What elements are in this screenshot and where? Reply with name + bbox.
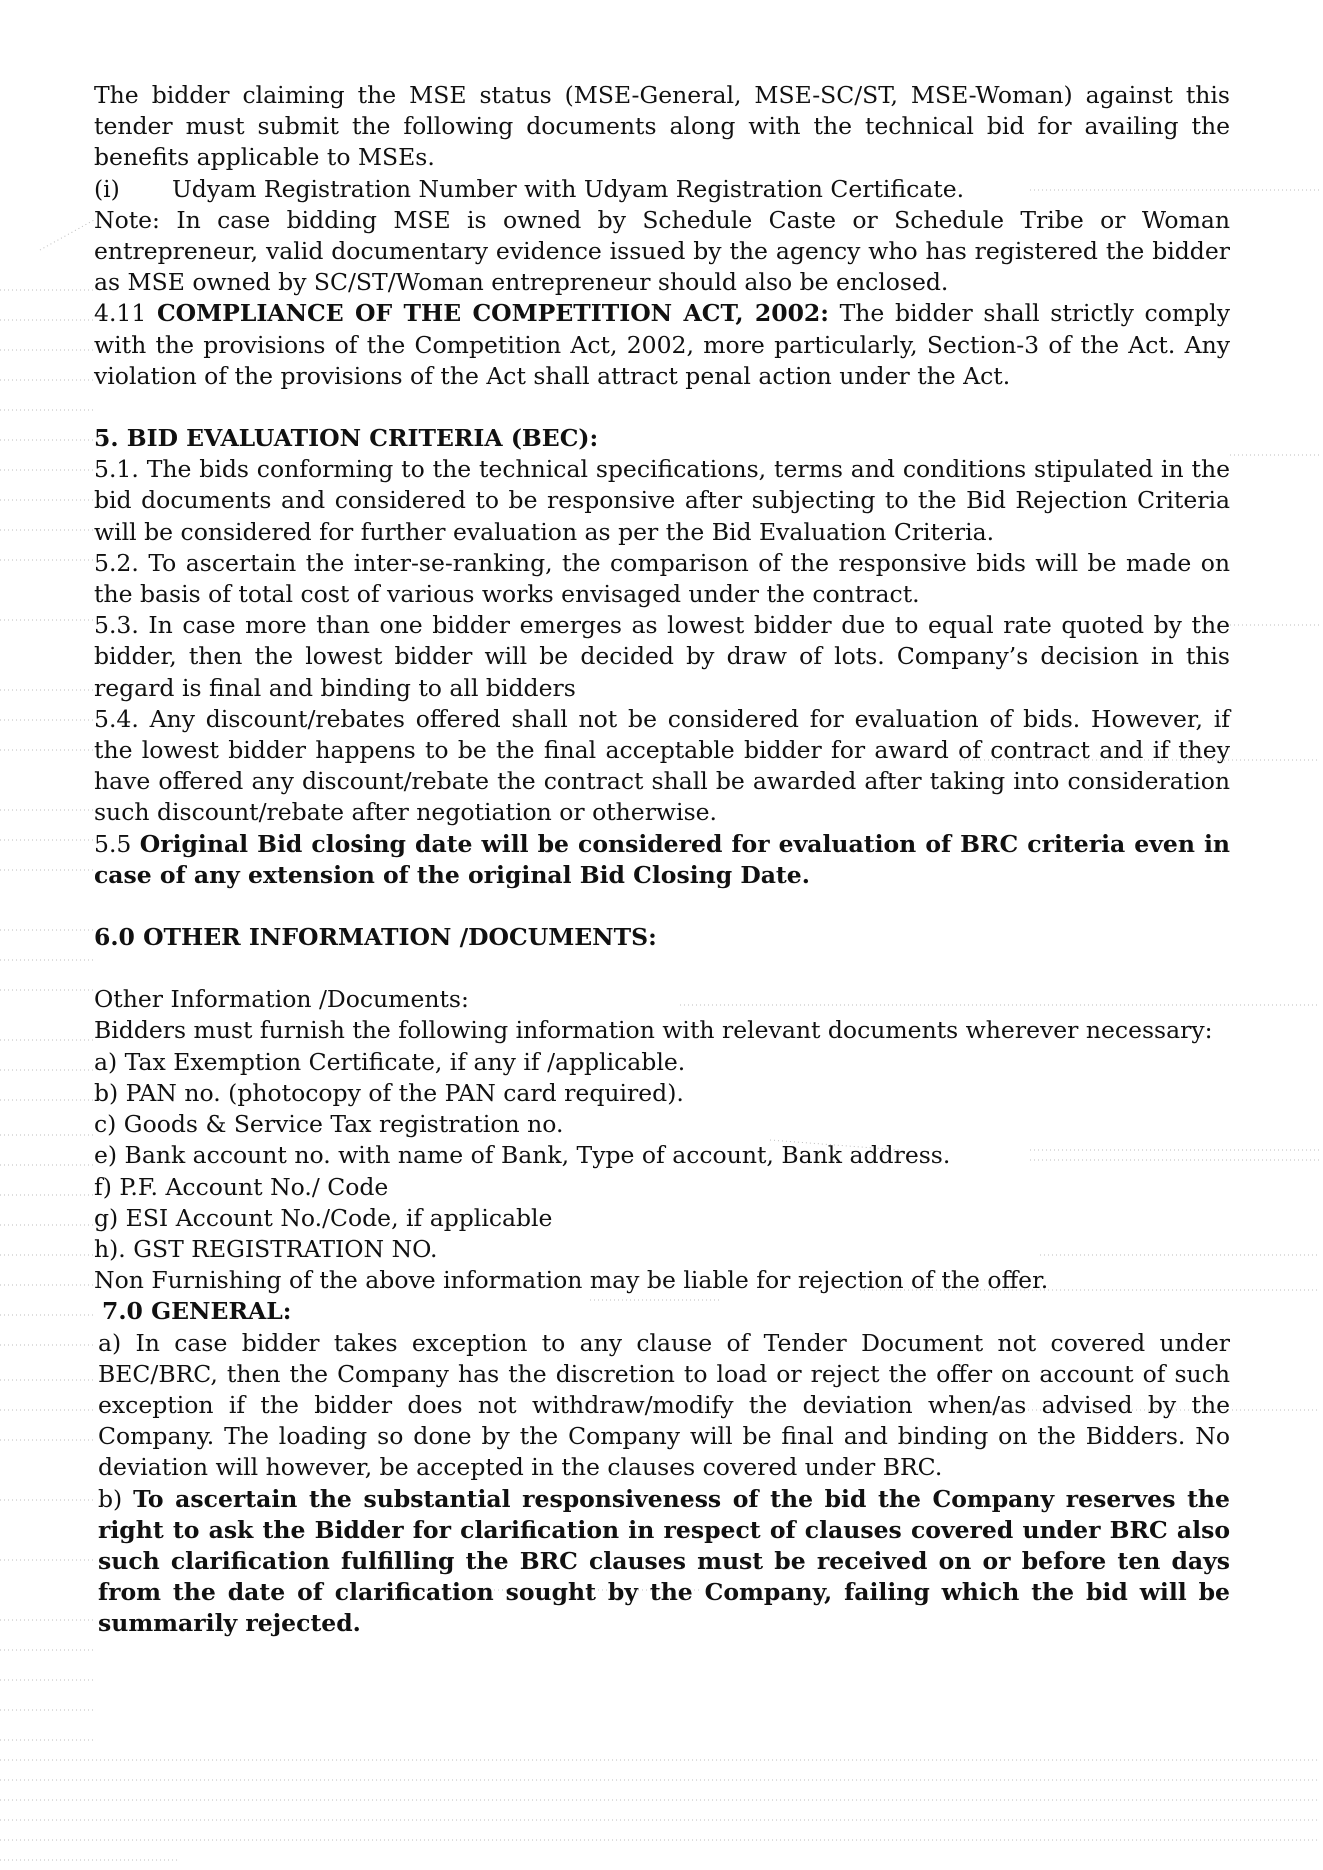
mse-note: Note: In case bidding MSE is owned by Schedule Caste or Schedule Tribe or Woman entrepreneur, valid documentary evidence issued by the agency who has registered the bidder as MSE owned by SC/ST/Woman entrepreneur should also be enclosed. xyxy=(94,205,1230,297)
clause-7-b xyxy=(94,1484,1230,1640)
list-item: f) P.F. Account No./ Code xyxy=(94,1172,389,1201)
clause-5-3: 5.3. In case more than one bidder emerges as lowest bidder due to equal rate quoted by the bidder, then the lowest bidder will be decided by draw of lots. Company’s decision in this regard is final and binding to all bidders xyxy=(94,611,1230,702)
list-item: g) ESI Account No./Code, if applicable xyxy=(94,1203,553,1232)
section-title: COMPLIANCE OF THE COMPETITION ACT, 2002: xyxy=(156,299,829,328)
clause-text: Original Bid closing date will be considered for evaluation of BRC criteria even in case of any extension of the original Bid Closing Date. xyxy=(94,829,1230,889)
section-4-11 xyxy=(94,298,1230,392)
intro-paragraph: The bidder claiming the MSE status (MSE-General, MSE-SC/ST, MSE-Woman) against this tender must submit the following documents along with the technical bid for availing the benefits applicable to MSEs. xyxy=(94,81,1230,172)
section-number: 4.11 xyxy=(94,299,147,328)
item-text: Udyam Registration Number with Udyam Registration Certificate. xyxy=(172,174,965,203)
clause-label: b) xyxy=(98,1484,123,1513)
clause-5-1: 5.1. The bids conforming to the technical specifications, terms and conditions stipulated in the bid documents and considered to be responsive after subjecting to the Bid Rejection Criteria will be considered for further evaluation as per the Bid Evaluation Criteria. xyxy=(94,455,1230,546)
section-5-heading: 5. BID EVALUATION CRITERIA (BEC): xyxy=(94,424,599,453)
list-item: h). GST REGISTRATION NO. xyxy=(94,1234,438,1263)
clause-5-5 xyxy=(94,829,1230,891)
section-text: The bidder shall strictly comply with the provisions of the Competition Act, 2002, more particularly, Section-3 of the Act. Any violation of the provisions of the Act shall attract penal action under the Act. xyxy=(94,299,1230,390)
section-7-heading: 7.0 GENERAL: xyxy=(102,1297,292,1326)
clause-text: To ascertain the substantial responsiveness of the bid the Company reserves the right to ask the Bidder for clarification in respect of clauses covered under BRC also such clarification fulfilling the BRC clauses must be received on or before ten days from the date of clarification sought by the Company, failing which the bid will be summarily rejected. xyxy=(98,1484,1230,1638)
clause-7-a: a) In case bidder takes exception to any clause of Tender Document not covered under BEC/BRC, then the Company has the discretion to load or reject the offer on account of such exception if the bidder does not withdraw/modify the deviation when/as advised by the Company. The loading so done by the Company will be final and binding on the Bidders. No deviation will however, be accepted in the clauses covered under BRC. xyxy=(98,1328,1230,1482)
section-6-closing: Non Furnishing of the above information may be liable for rejection of the offer. xyxy=(94,1266,1049,1295)
section-6-subheading: Other Information /Documents: xyxy=(94,985,469,1014)
list-item: b) PAN no. (photocopy of the PAN card required). xyxy=(94,1078,684,1107)
section-6-heading: 6.0 OTHER INFORMATION /DOCUMENTS: xyxy=(94,923,657,952)
udyam-item xyxy=(94,174,1230,205)
list-item: c) Goods & Service Tax registration no. xyxy=(94,1110,564,1139)
list-item: a) Tax Exemption Certificate, if any if /applicable. xyxy=(94,1047,686,1076)
item-number: (i) xyxy=(94,174,120,203)
clause-number: 5.5 xyxy=(94,829,132,858)
document-page xyxy=(94,80,1230,1640)
section-6-lead: Bidders must furnish the following information with relevant documents wherever necessary: xyxy=(94,1016,1213,1045)
clause-5-4: 5.4. Any discount/rebates offered shall not be considered for evaluation of bids. However, if the lowest bidder happens to be the final acceptable bidder for award of contract and if they have offered any discount/rebate the contract shall be awarded after taking into consideration such discount/rebate after negotiation or otherwise. xyxy=(94,704,1230,827)
clause-5-2: 5.2. To ascertain the inter-se-ranking, the comparison of the responsive bids will be made on the basis of total cost of various works envisaged under the contract. xyxy=(94,548,1230,609)
list-item: e) Bank account no. with name of Bank, Type of account, Bank address. xyxy=(94,1141,951,1170)
